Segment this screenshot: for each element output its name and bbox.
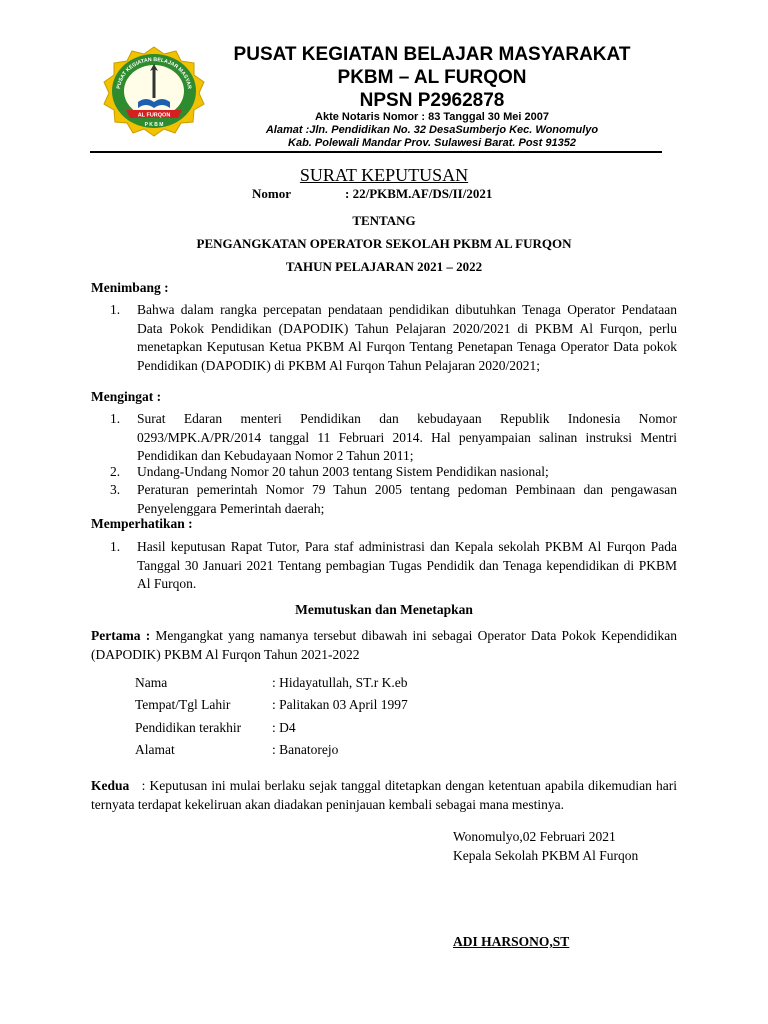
field-label: Tempat/Tgl Lahir [135,697,231,712]
kedua-text: : Keputusan ini mulai berlaku sejak tanggal ditetapkan dengan ketentuan apabila dikemudian hari ternyata terdapat kekeliruan akan diadakan peninjauan kembali sebagai mana mestinya. [91,778,681,812]
pkbm-logo [98,44,210,138]
menimbang-label: Menimbang : [91,280,169,295]
item-number: 1. [110,539,121,554]
item-number: 2. [110,464,121,479]
nomor-label: Nomor [252,186,291,201]
pertama-text: Mengangkat yang namanya tersebut dibawah ini sebagai Operator Data Pokok Kependidikan (DAPODIK) PKBM Al Furqon Tahun 2021-2022 [91,628,678,662]
decision-heading: Memutuskan dan Menetapkan [295,602,473,617]
nomor-value: : 22/PKBM.AF/DS/II/2021 [345,186,493,201]
item-text: Undang-Undang Nomor 20 tahun 2003 tentang Sistem Pendidikan nasional; [137,464,549,479]
signer-title: Kepala Sekolah PKBM Al Furqon [453,848,639,863]
kedua-paragraph [91,776,681,814]
list-item [110,301,677,375]
document-title: SURAT KEPUTUSAN [299,165,469,185]
item-number: 1. [110,302,121,317]
list-item [110,538,677,594]
akte-notaris: Akte Notaris Nomor : 83 Tanggal 30 Mei 2007 [315,111,549,123]
field-label: Nama [135,675,168,690]
tentang-heading: TENTANG [352,213,416,228]
list-item [110,410,677,466]
field-value: : Palitakan 03 April 1997 [272,697,408,712]
subject-line-2: TAHUN PELAJARAN 2021 – 2022 [285,259,483,274]
field-value: : Hidayatullah, ST.r K.eb [272,675,408,690]
pertama-label: Pertama : [91,628,151,643]
item-number: 1. [110,411,121,426]
list-item [110,481,677,518]
kedua-label: Kedua [91,778,130,793]
item-text: Hasil keputusan Rapat Tutor, Para staf administrasi dan Kepala sekolah PKBM Al Furqon Pada Tanggal 30 Januari 2021 Tentang pembagian Tugas Pendidik dan Tenaga kependidikan di PKBM Al Furqon. [137,539,677,592]
item-text: Surat Edaran menteri Pendidikan dan kebudayaan Republik Indonesia Nomor 0293/MPK.A/PR/2014 tanggal 11 Februari 2014. Hal penyampaian salinan instruksi Mentri Pendidikan dan Kebudayaan Nomor 2 Tahun 2011; [137,411,677,464]
address-line-1: Alamat :Jln. Pendidikan No. 32 DesaSumberjo Kec. Wonomulyo [265,124,599,136]
item-text: Bahwa dalam rangka percepatan pendataan pendidikan dibutuhkan Tenaga Operator Pendataan Data Pokok Pendidikan (DAPODIK) Tahun Pelajaran 2020/2021 di PKBM Al Furqon, perlu menetapkan Keputusan Ketua PKBM Al Furqon Tentang Penetapan Tenaga Operator Data pokok Pendidikan (DAPODIK) di PKBM Al Furqon Tahun Pelajaran 2020/2021; [137,302,677,373]
header-divider [90,151,662,153]
mengingat-label: Mengingat : [91,389,162,404]
signer-name: ADI HARSONO,ST [453,934,570,949]
field-label: Alamat [135,742,175,757]
pertama-paragraph [91,626,677,664]
logo-bottom-text: P K B M [144,122,164,128]
place-date: Wonomulyo,02 Februari 2021 [453,829,616,844]
address-line-2: Kab. Polewali Mandar Prov. Sulawesi Barat. Post 91352 [288,137,576,149]
list-item [110,463,677,482]
institution-short-name: PKBM – AL FURQON [337,67,527,88]
item-number: 3. [110,482,121,497]
institution-name: PUSAT KEGIATAN BELAJAR MASYARAKAT [233,44,631,65]
subject-line-1: PENGANGKATAN OPERATOR SEKOLAH PKBM AL FURQON [196,236,572,251]
logo-ring-text: PUSAT KEGIATAN BELAJAR MASYAR [116,56,192,90]
field-value: : D4 [272,720,296,735]
memperhatikan-label: Memperhatikan : [91,516,193,531]
logo-banner-text: AL FURQON [137,112,171,119]
field-label: Pendidikan terakhir [135,720,242,735]
item-text: Peraturan pemerintah Nomor 79 Tahun 2005 tentang pedoman Pembinaan dan pengawasan Penyelenggara Pemerintah daerah; [137,482,677,516]
npsn: NPSN P2962878 [359,90,505,111]
field-value: : Banatorejo [272,742,339,757]
